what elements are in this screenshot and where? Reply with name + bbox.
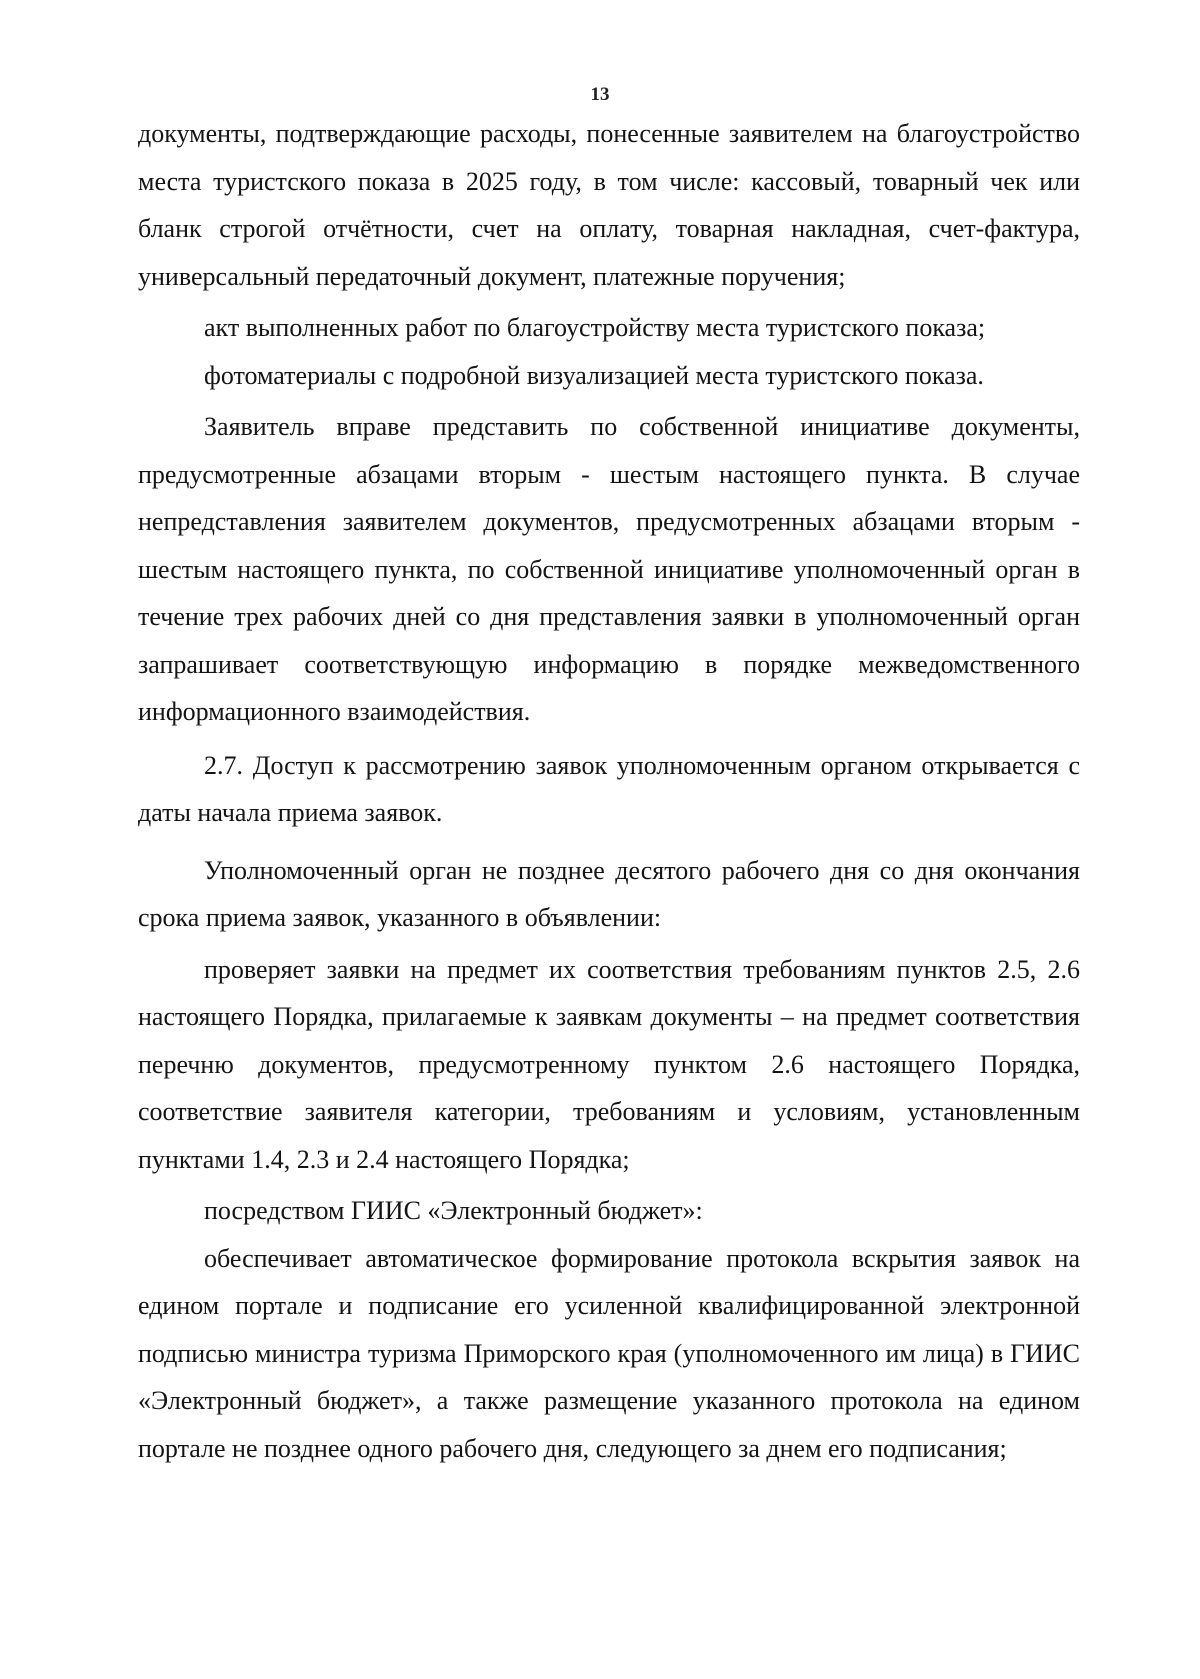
paragraph-via-giis: посредством ГИИС «Электронный бюджет»:: [204, 1196, 703, 1225]
paragraph-works-act: акт выполненных работ по благоустройству места туристского показа;: [204, 313, 986, 342]
paragraph-protocol-formation: обеспечивает автоматическое формирование протокола вскрытия заявок на едином портале и подписание его усиленной квалифицированной электронной подписью министра туризма Приморского края (уполномоченного им лица) в ГИИС «Электронный бюджет», а также размещение указанного протокола на едином портале не позднее одного рабочего дня, следующего за днем его подписания;: [138, 1243, 1080, 1463]
document-body: [138, 110, 1080, 1472]
page-number: 13: [590, 84, 610, 105]
paragraph-photo-materials: фотоматериалы с подробной визуализацией места туристского показа.: [204, 360, 984, 390]
paragraph-applicant-right: Заявитель вправе представить по собственной инициативе документы, предусмотренные абзацами вторым - шестым настоящего пункта. В случае непредставления заявителем документов, предусмотренных абзацами вторым - шестым настоящего пункта, по собственной инициативе уполномоченный орган в течение трех рабочих дней со дня представления заявки в уполномоченный орган запрашивает соответствующую информацию в порядке межведомственного информационного взаимодействия.: [138, 412, 1080, 726]
paragraph-section-2-7: 2.7. Доступ к рассмотрению заявок уполномоченным органом открывается с даты начала приема заявок.: [138, 750, 1080, 827]
paragraph-checks-applications: проверяет заявки на предмет их соответствия требованиям пунктов 2.5, 2.6 настоящего Порядка, прилагаемые к заявкам документы – на предмет соответствия перечню документов, предусмотренному пунктом 2.6 настоящего Порядка, соответствие заявителя категории, требованиям и условиям, установленным пунктами 1.4, 2.3 и 2.4 настоящего Порядка;: [138, 954, 1080, 1174]
paragraph-authorized-body: Уполномоченный орган не позднее десятого рабочего дня со дня окончания срока приема заявок, указанного в объявлении:: [138, 855, 1080, 932]
paragraph-documents-list: документы, подтверждающие расходы, понесенные заявителем на благоустройство места туристского показа в 2025 году, в том числе: кассовый, товарный чек или бланк строгой отчётности, счет на оплату, товарная накладная, счет-фактура, универсальный передаточный документ, платежные поручения;: [138, 119, 1080, 291]
